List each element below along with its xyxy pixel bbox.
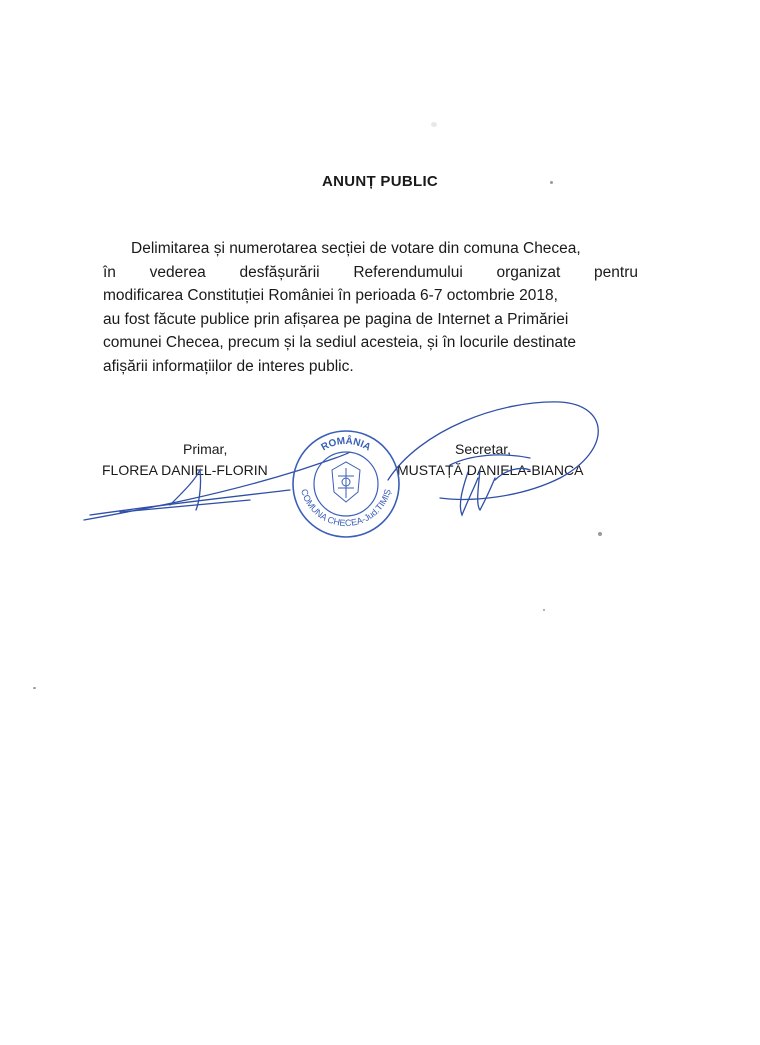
stamp-ring-text: COMUNA CHECEA-Jud.TIMIȘ (299, 487, 393, 529)
secretary-name: MUSTAȚĂ DANIELA-BIANCA (397, 462, 584, 478)
svg-text:ROMÂNIA (320, 434, 373, 454)
mayor-name: FLOREA DANIEL-FLORIN (102, 462, 268, 478)
secretary-role: Secretar, (455, 441, 512, 457)
scan-speck (33, 687, 36, 689)
body-line-3: modificarea Constituției României în perioada 6-7 octombrie 2018, (103, 287, 558, 304)
scan-speck (550, 181, 553, 184)
coat-of-arms-icon (332, 462, 360, 502)
body-line-1: Delimitarea și numerotarea secției de votare din comuna Checea, (131, 240, 581, 257)
scan-speck (543, 609, 545, 611)
document-title: ANUNȚ PUBLIC (321, 173, 439, 190)
body-line-6: afișării informațiilor de interes public. (103, 357, 354, 375)
scan-speck (598, 532, 602, 536)
stamp-top-text: ROMÂNIA (319, 435, 373, 454)
scan-speck (431, 122, 437, 127)
stamp (293, 431, 399, 537)
secretary-signature (388, 402, 598, 515)
mayor-role: Primar, (183, 441, 228, 457)
body-line-4: au fost făcute publice prin afișarea pe pagina de Internet a Primăriei (103, 310, 569, 328)
body-line-2: în vederea desfășurării Referendumului organizat pentru (103, 263, 638, 281)
body-line-5: comunei Checea, precum și la sediul acesteia, și în locurile destinate (103, 334, 576, 351)
